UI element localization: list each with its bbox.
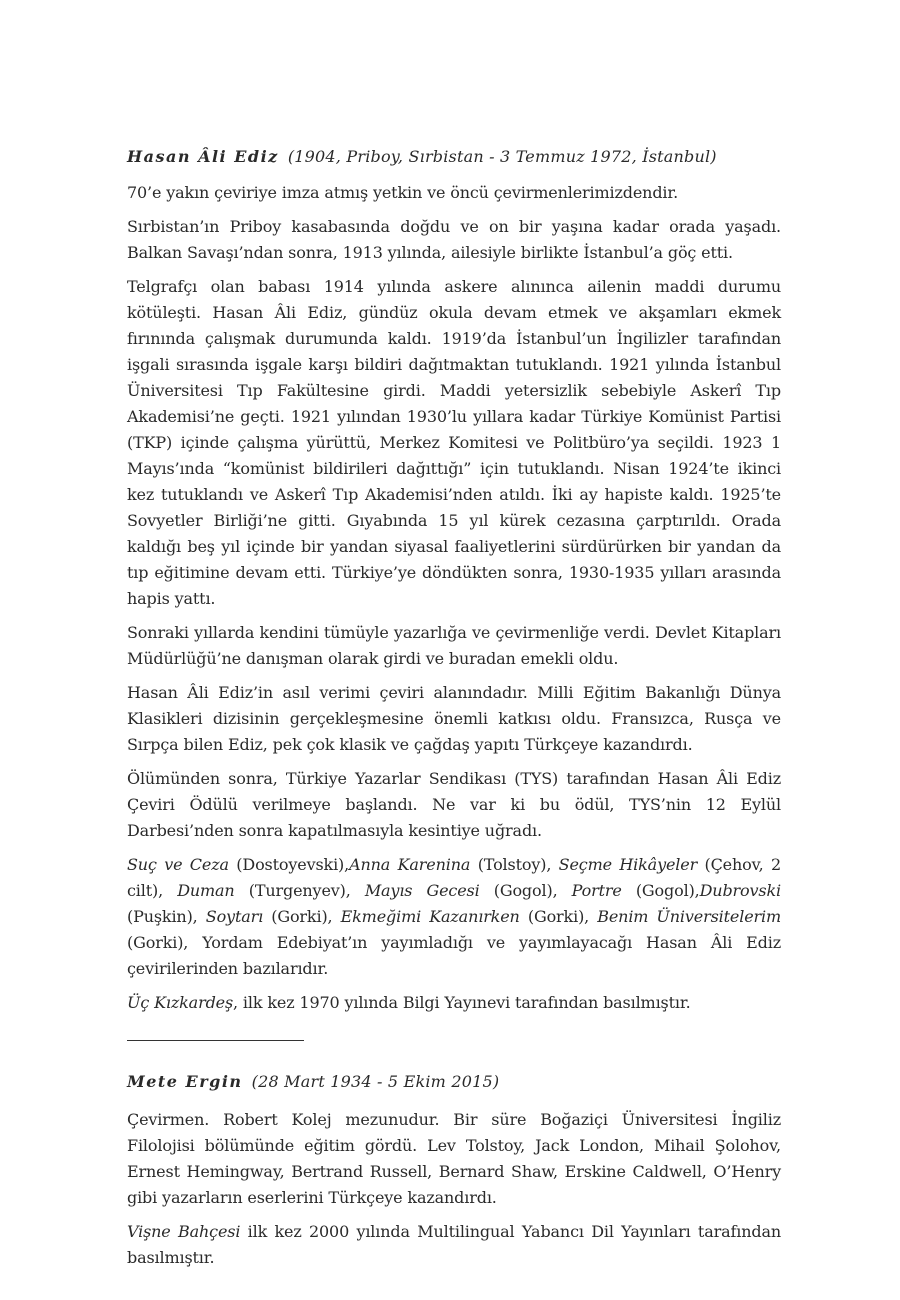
translator-dates: (1904, Priboy, Sırbistan - 3 Temmuz 1972, İstanbul) (287, 147, 717, 166)
work-author: (Turgenyev), (234, 881, 365, 900)
bio-paragraph: Hasan Âli Ediz’in asıl verimi çeviri alanındadır. Milli Eğitim Bakanlığı Dünya Klasikleri dizisinin gerçekleşmesine önemli katkısı oldu. Fransızca, Rusça ve Sırpça bilen Ediz, pek çok klasik ve çağdaş yapıtı Türkçeye kazandırdı. (127, 683, 781, 754)
work-title: Anna Karenina (349, 855, 471, 874)
work-title: Duman (177, 881, 235, 900)
work-title: Suç ve Ceza (127, 855, 229, 874)
book-note (127, 990, 781, 1016)
bio-paragraph: Sonraki yıllarda kendini tümüyle yazarlığa ve çevirmenliğe verdi. Devlet Kitapları Müdürlüğü’ne danışman olarak girdi ve buradan emekli oldu. (127, 623, 781, 668)
page-content (127, 146, 781, 1279)
book-note-text: ilk kez 2000 yılında Multilingual Yabancı Dil Yayınları tarafından basılmıştır. (127, 1222, 782, 1267)
bio-paragraph: Ölümünden sonra, Türkiye Yazarlar Sendikası (TYS) tarafından Hasan Âli Ediz Çeviri Ödülü verilmeye başlandı. Ne var ki bu ödül, TYS’nin 12 Eylül Darbesi’nden sonra kapatılmasıyla kesintiye uğradı. (127, 769, 781, 840)
work-author: (Gorki), (263, 907, 341, 926)
book-note (127, 1219, 781, 1271)
work-title: Dubrovski (699, 881, 781, 900)
work-author: (Tolstoy), (470, 855, 559, 874)
work-title: Soytarı (205, 907, 264, 926)
book-note-text: , ilk kez 1970 yılında Bilgi Yayınevi tarafından basılmıştır. (233, 993, 691, 1012)
work-title: Seçme Hikâyeler (558, 855, 698, 874)
bio-paragraph: Çevirmen. Robert Kolej mezunudur. Bir süre Boğaziçi Üniversitesi İngiliz Filolojisi bölümünde eğitim gördü. Lev Tolstoy, Jack London, Mihail Şolohov, Ernest Hemingway, Bertrand Russell, Bernard Shaw, Erskine Caldwell, O’Henry gibi yazarların eserlerini Türkçeye kazandırdı. (127, 1110, 781, 1207)
section-divider (127, 1040, 304, 1041)
works-list-paragraph (127, 852, 781, 982)
translator-name: Hasan Âli Ediz (127, 147, 279, 166)
work-author: (Gogol), (479, 881, 572, 900)
bio-heading (127, 1071, 781, 1093)
work-author: (Gogol), (621, 881, 700, 900)
work-author: (Puşkin), (127, 907, 206, 926)
work-title: Mayıs Gecesi (364, 881, 480, 900)
work-title: Benim Üniversitelerim (597, 907, 781, 926)
book-title: Vişne Bahçesi (127, 1222, 241, 1241)
work-title: Ekmeğimi Kazanırken (340, 907, 520, 926)
bio-paragraph: Telgrafçı olan babası 1914 yılında askere alınınca ailenin maddi durumu kötüleşti. Hasan Âli Ediz, gündüz okula devam etmek ve akşamları ekmek fırınında çalışmak durumunda kaldı. 1919’da İstanbul’un İngilizler tarafından işgali sırasında işgale karşı bildiri dağıtmaktan tutuklandı. 1921 yılında İstanbul Üniversitesi Tıp Fakültesine girdi. Maddi yetersizlik sebebiyle Askerî Tıp Akademisi’ne geçti. 1921 yılından 1930’lu yıllara kadar Türkiye Komünist Partisi (TKP) içinde çalışma yürüttü, Merkez Komitesi ve Politbüro’ya seçildi. 1923 1 Mayıs’ında “komünist bildirileri dağıttığı” için tutuklandı. Nisan 1924’te ikinci kez tutuklandı ve Askerî Tıp Akademisi’nden atıldı. İki ay hapiste kaldı. 1925’te Sovyetler Birliği’ne gitti. Gıyabında 15 yıl kürek cezasına çarptırıldı. Orada kaldığı beş yıl içinde bir yandan siyasal faaliyetlerini sürdürürken bir yandan da tıp eğitimine devam etti. Türkiye’ye döndükten sonra, 1930-1935 yılları arasında hapis yattı. (127, 277, 781, 608)
bio-heading (127, 146, 781, 168)
work-author: (Dostoyevski), (228, 855, 350, 874)
translator-bio-hasan-ali-ediz (127, 146, 781, 1016)
bio-paragraph: Sırbistan’ın Priboy kasabasında doğdu ve on bir yaşına kadar orada yaşadı. Balkan Savaşı’ndan sonra, 1913 yılında, ailesiyle birlikte İstanbul’a göç etti. (127, 217, 781, 262)
book-title: Üç Kızkardeş (127, 993, 234, 1012)
work-title: Portre (571, 881, 622, 900)
work-author: (Çehov, 2 cilt), (127, 855, 781, 900)
work-author: (Gorki), (127, 933, 203, 952)
works-tail: Yordam Edebiyat’ın yayımladığı ve yayımlayacağı Hasan Âli Ediz çevirilerinden bazılarıdır. (127, 933, 781, 978)
work-author: (Gorki), (519, 907, 598, 926)
translator-bio-mete-ergin (127, 1071, 781, 1271)
translator-name: Mete Ergin (127, 1072, 243, 1091)
bio-paragraph: 70’e yakın çeviriye imza atmış yetkin ve öncü çevirmenlerimizdendir. (127, 183, 679, 202)
translator-dates: (28 Mart 1934 - 5 Ekim 2015) (251, 1072, 500, 1091)
